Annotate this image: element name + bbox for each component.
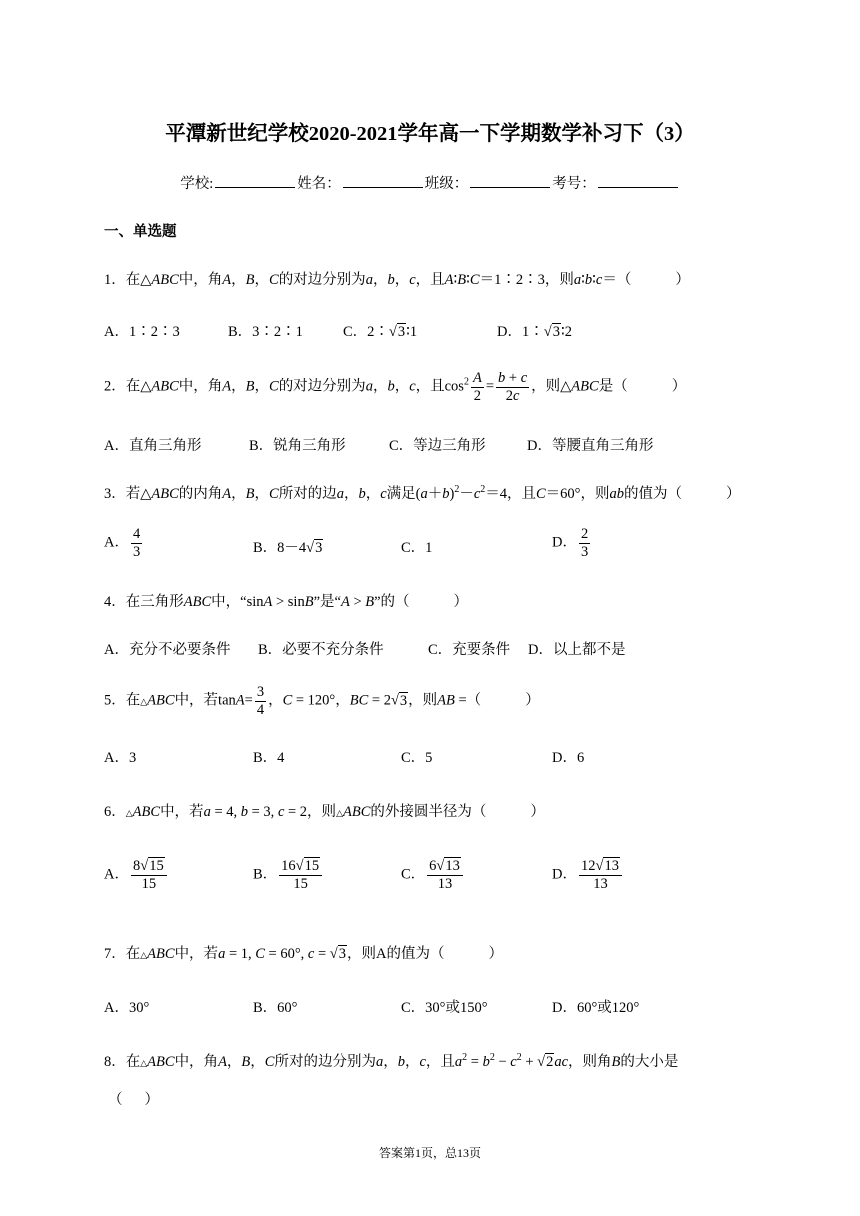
q6-option-b: B． $\frac{16√15}{15}$ xyxy=(253,858,324,892)
q2-option-d: D．等腰直角三角形 xyxy=(527,438,654,454)
school-label: 学校: xyxy=(180,176,214,192)
q4-option-c: C．充要条件 xyxy=(428,642,511,658)
q4-option-a: A．充分不必要条件 xyxy=(104,642,231,658)
school-blank xyxy=(215,175,295,188)
page-title: 平潭新世纪学校2020-2021学年高一下学期数学补习下（3） xyxy=(165,123,695,145)
q7-option-c: C．30°或150° xyxy=(401,1000,488,1016)
page-footer: 答案第1页，总13页 xyxy=(378,1146,481,1160)
student-info-line xyxy=(0,172,860,193)
q6-option-d: D． $\frac{12√13}{13}$ xyxy=(552,858,624,892)
q3-option-b: B．8－4√3 xyxy=(253,540,323,556)
q2-option-c: C．等边三角形 xyxy=(389,438,486,454)
class-blank xyxy=(470,175,550,188)
q3-option-a: A． $\frac{4}{3}$ xyxy=(104,526,141,560)
question-2: 2．在△ABC中，角A，B，C的对边分别为a，b，c，且$\cos^2$ $\frac{A}{2}$ = $\frac{b + c}{2c}$ ，则△ABC是（ ） xyxy=(104,370,687,404)
q4-option-b: B．必要不充分条件 xyxy=(258,642,384,658)
q1-option-c: C．2∶√3∶1 xyxy=(343,324,418,340)
q6-option-a: A． $\frac{8√15}{15}$ xyxy=(104,858,169,892)
section-heading: 一、单选题 xyxy=(104,224,177,240)
q8-answer-paren: （ ） xyxy=(108,1092,159,1108)
q2-option-b: B．锐角三角形 xyxy=(249,438,346,454)
q5-option-b: B．4 xyxy=(253,750,285,766)
number-blank xyxy=(598,175,678,188)
q3-option-c: C．1 xyxy=(401,540,433,556)
q5-option-a: A．3 xyxy=(104,750,137,766)
question-4: 4．在三角形ABC中，“sinA > sinB”是“A > B”的（ ） xyxy=(104,594,469,610)
number-label: 考号： xyxy=(552,176,596,192)
q1-option-b: B．3∶2∶1 xyxy=(228,324,303,340)
q3-option-d: D． $\frac{2}{3}$ xyxy=(552,526,589,560)
name-blank xyxy=(343,175,423,188)
name-label: 姓名： xyxy=(297,176,341,192)
question-5: 5．在△ABC中，若tanA= $\frac{3}{4}$ ，C = 120°，BC = 2√3，则AB =（ ） xyxy=(104,684,540,718)
question-1: 1．在△ABC中，角A，B，C的对边分别为a，b，c，且A∶B∶C＝1∶2∶3，则a∶b∶c＝（ ） xyxy=(104,272,690,288)
q2-option-a: A．直角三角形 xyxy=(104,438,202,454)
q1-option-d: D．1∶√3∶2 xyxy=(497,324,572,340)
q5-option-d: D．6 xyxy=(552,750,585,766)
q7-option-b: B．60° xyxy=(253,1000,298,1016)
class-label: 班级： xyxy=(424,176,469,192)
question-6: 6．△ABC中，若a = 4, b = 3, c = 2，则△ABC的外接圆半径为（ ） xyxy=(104,804,545,820)
q4-option-d: D．以上都不是 xyxy=(528,642,626,658)
question-7: 7．在△ABC中，若a = 1, C = 60°, c = √3，则A的值为（ ） xyxy=(104,946,503,962)
q6-option-c: C． $\frac{6√13}{13}$ xyxy=(401,858,465,892)
q7-option-a: A．30° xyxy=(104,1000,150,1016)
q7-option-d: D．60°或120° xyxy=(552,1000,640,1016)
q5-option-c: C．5 xyxy=(401,750,433,766)
question-8: 8．在△ABC中，角A，B，C所对的边分别为a，b，c，且$a^2 = b^2 - c^2 + √2ac$，则角B的大小是 xyxy=(104,1052,679,1070)
question-3: 3．若△ABC的内角A，B，C所对的边a，b，c满足$(a+b)^2-c^2=4$，且C＝60°，则ab的值为（ ） xyxy=(104,484,741,502)
q1-option-a: A．1∶2∶3 xyxy=(104,324,180,340)
